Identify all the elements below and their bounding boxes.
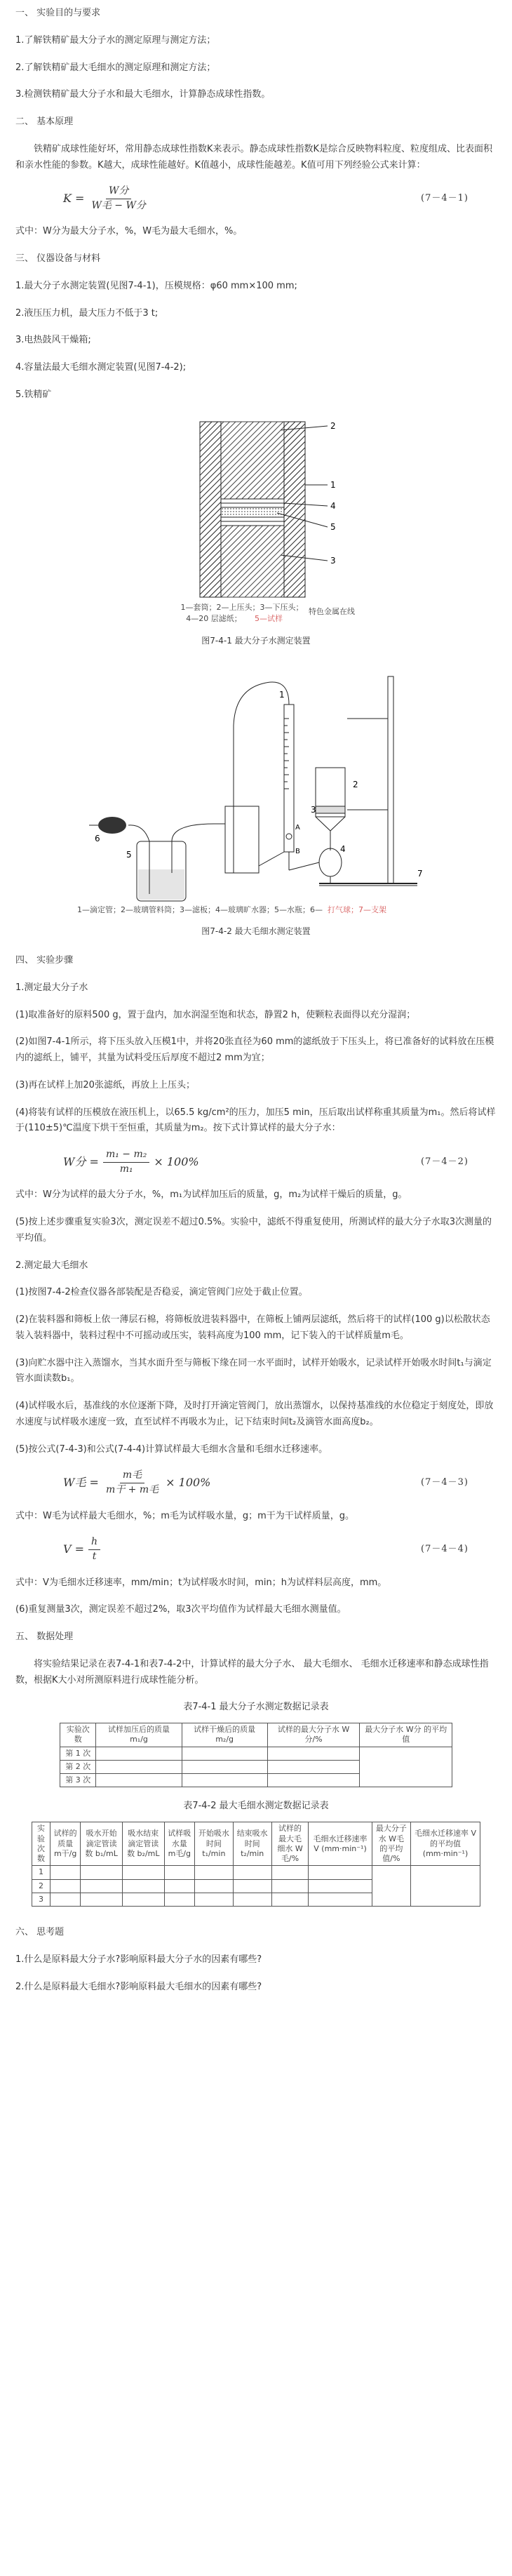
formula-fraction — [103, 1469, 161, 1497]
table-header: 毛细水迁移速率 V 的平均值 (mm·min⁻¹) — [411, 1822, 480, 1866]
svg-text:3: 3 — [311, 805, 316, 815]
section-heading-objectives: 一、 实验目的与要求 — [15, 8, 101, 18]
table-header: 试样的最大分子水 W分/% — [267, 1723, 360, 1747]
formula-denominator: W毛 − W分 — [91, 199, 146, 211]
svg-text:7: 7 — [417, 869, 423, 879]
formula-denominator: m干 + m毛 — [105, 1483, 159, 1495]
question-item: 2.什么是原料最大毛细水?影响原料最大毛细水的因素有哪些? — [15, 1981, 262, 1992]
table-cell: 1 — [32, 1866, 50, 1879]
step-paragraph: (3)再在试样上加20张滤纸，再放上上压头； — [15, 1079, 195, 1090]
objective-item: 1.了解铁精矿最大分子水的测定原理与测定方法； — [15, 34, 216, 46]
formula-numerator: m₁ − m₂ — [103, 1148, 149, 1163]
formula-number: (7－4－3) — [421, 1477, 469, 1488]
table-cell: 第 1 次 — [60, 1747, 96, 1760]
table-cell: 2 — [32, 1879, 50, 1893]
equipment-item: 1.最大分子水测定装置(见图7-4-1)，压模规格：φ60 mm×100 mm; — [15, 280, 297, 291]
section-heading-principle: 二、 基本原理 — [15, 116, 74, 127]
formula-denominator: t — [92, 1550, 97, 1562]
step-paragraph: (2)如图7-4-1所示，将下压头放入压模1中，并将20张直径为60 mm的滤纸放于下压头上，将已准备好的试料放在压模内的滤纸上，铺平，其量为试料受压后厚度不超过2 mm为宜； — [15, 1036, 494, 1064]
step-paragraph: (4)将装有试样的压模放在液压机上，以65.5 kg/cm²的压力，加压5 min，压后取出试样称重其质量为m₁。然后将试样于(110±5)℃温度下烘干至恒重，其质量为m₂。按下式计算试样的最大分子水： — [15, 1107, 496, 1134]
equipment-item: 5.铁精矿 — [15, 389, 52, 400]
formula-denominator: m₁ — [119, 1163, 133, 1175]
svg-text:2: 2 — [330, 420, 336, 431]
step-paragraph: (5)按公式(7-4-3)和公式(7-4-4)计算试样最大毛细水含量和毛细水迁移速率。 — [15, 1443, 328, 1455]
table-header: 实验次数 — [60, 1723, 96, 1747]
figure-caption: 图7-4-1 最大分子水测定装置 — [201, 636, 311, 646]
section-heading-equipment: 三、 仪器设备与材料 — [15, 253, 101, 265]
figure-legend: 1—套筒；2—上压头；3—下压头； — [180, 602, 304, 612]
step-paragraph: (5)按上述步骤重复实验3次，测定误差不超过0.5%。实验中，滤纸不得重复使用，所测试样的最大分子水取3次测量的平均值。 — [15, 1217, 492, 1243]
data-processing-paragraph: 将实验结果记录在表7-4-1和表7-4-2中，计算试样的最大分子水、 最大毛细水、 毛细水迁移速率和静态成球性指数，根据K大小对所测原料进行成球性能分析。 — [15, 1658, 489, 1686]
table-row — [32, 1866, 480, 1879]
max-molecular-water-table — [60, 1723, 452, 1787]
step-paragraph: (1)按图7-4-2检查仪器各部装配是否稳妥，滴定管阀门应处于截止位置。 — [15, 1287, 308, 1298]
formula-explanation: 式中：W分为试样的最大分子水，%，m₁为试样加压后的质量，g，m₂为试样干燥后的质量，g。 — [15, 1189, 407, 1201]
step-paragraph: (4)试样吸水后，基准线的水位逐渐下降，及时打开滴定管阀门，放出蒸馏水，以保持基准线的水位稳定于刻度处，即放水速度与试样吸水速度一致，直至试样不再吸水为止，记下结束时间t₂及滴管水面高度b₂。 — [15, 1401, 494, 1427]
formula-7-4-4 — [15, 1535, 497, 1563]
svg-text:B: B — [295, 848, 300, 856]
formula-tail: × 100% — [166, 1476, 211, 1490]
figure-max-capillary-water-device — [15, 662, 497, 921]
table-header: 开始吸水时间 t₁/min — [194, 1822, 233, 1866]
svg-text:6: 6 — [95, 834, 100, 844]
table-header: 结束吸水时间 t₂/min — [233, 1822, 271, 1866]
formula-number: (7－4－2) — [421, 1156, 469, 1167]
step-paragraph: (1)取准备好的原料500 g，置于盘内，加水润湿至饱和状态，静置2 h，使颗粒表面得以充分湿润； — [15, 1009, 416, 1020]
svg-text:5: 5 — [126, 850, 132, 860]
table-cell: 第 3 次 — [60, 1774, 96, 1787]
formula-lhs: V = — [63, 1542, 85, 1556]
max-capillary-water-table — [32, 1822, 480, 1907]
formula-numerator: W分 — [106, 185, 131, 199]
formula-number: (7－4－4) — [421, 1544, 469, 1555]
watermark: 特色金属在线 — [309, 606, 355, 616]
table-header: 试样的最大毛细水 W毛/% — [271, 1822, 309, 1866]
svg-text:2: 2 — [353, 780, 358, 790]
step-paragraph: (3)向贮水器中注入蒸馏水，当其水面升至与筛板下缘在同一水平面时，试样开始吸水，记录试样开始吸水时间t₁与滴定管水面读数b₁。 — [15, 1357, 492, 1384]
formula-fraction — [88, 185, 148, 213]
formula-7-4-2 — [15, 1148, 497, 1176]
formula-explanation: 式中：W分为最大分子水，%，W毛为最大毛细水，%。 — [15, 226, 243, 237]
figure-legend: 5—试样 — [255, 613, 283, 623]
formula-7-4-3 — [15, 1469, 497, 1497]
molecular-water-device-diagram — [165, 415, 355, 625]
formula-tail: × 100% — [154, 1155, 199, 1169]
table-header: 试样加压后的质量 m₁/g — [96, 1723, 182, 1747]
figure-legend: 打气球；7—支架 — [328, 905, 386, 915]
table-header: 试样的质量 m干/g — [50, 1822, 81, 1866]
svg-text:1: 1 — [279, 690, 285, 700]
figure-legend: 4—20 层滤纸； — [186, 613, 242, 623]
svg-text:1: 1 — [330, 479, 336, 490]
table-caption: 表7-4-1 最大分子水测定数据记录表 — [183, 1702, 329, 1713]
table-header: 实验次数 — [32, 1822, 50, 1866]
figure-max-molecular-water-device — [15, 415, 497, 632]
figure-legend: 1—滴定管；2—玻璃管料筒；3—滤板；4—玻璃旷水器；5—水瓶；6— — [77, 905, 323, 915]
question-item: 1.什么是原料最大分子水?影响原料最大分子水的因素有哪些? — [15, 1954, 262, 1966]
svg-text:3: 3 — [330, 555, 336, 566]
table-cell: 第 2 次 — [60, 1760, 96, 1773]
svg-text:5: 5 — [330, 521, 336, 532]
step-paragraph: (6)重复测量3次，测定误差不超过2%，取3次平均值作为试样最大毛细水测量值。 — [15, 1604, 346, 1615]
table-cell: 3 — [32, 1893, 50, 1907]
table-header: 试样干燥后的质量 m₂/g — [182, 1723, 267, 1747]
table-header: 试样吸水量 m毛/g — [164, 1822, 194, 1866]
equipment-item: 2.液压压力机，最大压力不低于3 t; — [15, 307, 159, 319]
formula-7-4-1 — [15, 185, 497, 213]
table-row — [60, 1747, 452, 1760]
section-heading-steps: 四、 实验步骤 — [15, 955, 74, 966]
svg-text:4: 4 — [340, 844, 346, 855]
figure-caption: 图7-4-2 最大毛细水测定装置 — [201, 926, 311, 937]
table-caption: 表7-4-2 最大毛细水测定数据记录表 — [183, 1801, 329, 1812]
svg-text:A: A — [295, 824, 300, 832]
formula-fraction — [103, 1148, 149, 1176]
objective-item: 2.了解铁精矿最大毛细水的测定原理和测定方法； — [15, 62, 216, 73]
step-subheading: 1.测定最大分子水 — [15, 982, 88, 993]
table-header: 吸水开始滴定管读数 b₁/mL — [81, 1822, 123, 1866]
formula-numerator: m毛 — [120, 1469, 144, 1483]
step-paragraph: (2)在装料器和筛板上依一薄层石棉，将筛板放进装料器中，在筛板上铺两层滤纸，然后将干的试样(100 g)以松散状态装入装料器中，装料过程中不可摇动或压实，装料高度为100 mm，记下装入的干试样质量m毛。 — [15, 1314, 490, 1341]
section-heading-questions: 六、 思考题 — [15, 1927, 65, 1938]
formula-fraction — [88, 1535, 100, 1563]
formula-lhs: K = — [63, 192, 85, 206]
table-header: 最大分子水 W分 的平均值 — [360, 1723, 452, 1747]
table-header: 最大分子水 W毛 的平均值/% — [372, 1822, 410, 1866]
table-header: 吸水结束滴定管读数 b₂/mL — [122, 1822, 164, 1866]
formula-number: (7－4－1) — [421, 192, 469, 203]
objective-item: 3.检测铁精矿最大分子水和最大毛细水，计算静态成球性指数。 — [15, 89, 271, 100]
equipment-item: 3.电热鼓风干燥箱; — [15, 335, 91, 346]
svg-text:4: 4 — [330, 500, 336, 511]
formula-lhs: W毛 = — [63, 1476, 99, 1490]
formula-lhs: W分 = — [63, 1155, 99, 1169]
equipment-item: 4.容量法最大毛细水测定装置(见图7-4-2); — [15, 362, 187, 373]
formula-explanation: 式中：V为毛细水迁移速率，mm/min；t为试样吸水时间，min；h为试样料层高度，mm。 — [15, 1577, 387, 1588]
capillary-water-device-diagram — [74, 662, 438, 915]
table-header: 毛细水迁移速率 V (mm·min⁻¹) — [309, 1822, 372, 1866]
step-subheading: 2.测定最大毛细水 — [15, 1260, 88, 1271]
section-heading-data-processing: 五、 数据处理 — [15, 1631, 74, 1642]
formula-numerator: h — [88, 1535, 100, 1550]
principle-paragraph: 铁精矿成球性能好坏，常用静态成球性指数K来表示。静态成球性指数K是综合反映物料粒度、粒度组成、比表面积和亲水性能的参数。K越大，成球性能越好。K值越小，成球性能越差。K值可用下列经验公式来计算： — [15, 143, 493, 171]
formula-explanation: 式中：W毛为试样最大毛细水，%；m毛为试样吸水量，g；m干为干试样质量，g。 — [15, 1510, 355, 1521]
